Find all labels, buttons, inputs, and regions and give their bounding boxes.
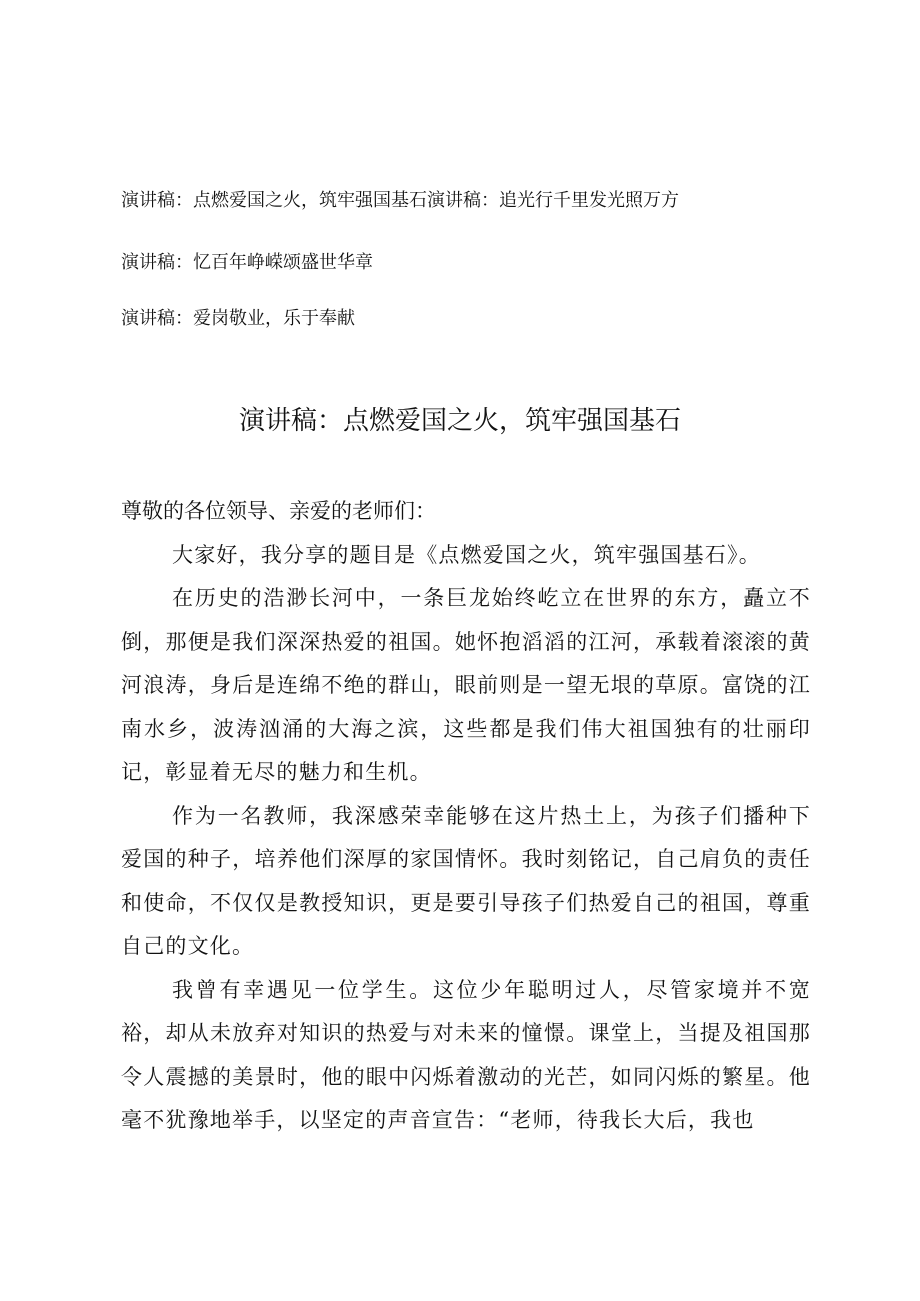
- salutation: 尊敬的各位领导、亲爱的老师们：: [121, 499, 436, 523]
- article-body: [121, 490, 811, 1143]
- article-title: 演讲稿：点燃爱国之火，筑牢强国基石: [238, 406, 681, 436]
- paragraph: 我曾有幸遇见一位学生。这位少年聪明过人，尽管家境并不宽裕，却从未放弃对知识的热爱与对未来的憧憬。课堂上，当提及祖国那令人震撼的美景时，他的眼中闪烁着激动的光芒，如同闪烁的繁星。他毫不犹豫地举手，以坚定的声音宣告：“老师，待我长大后，我也: [121, 977, 811, 1132]
- toc-item: 演讲稿：爱岗敬业，乐于奉献: [121, 308, 355, 329]
- toc-item: 演讲稿：忆百年峥嵘颂盛世华章: [121, 252, 373, 273]
- paragraph: 大家好，我分享的题目是《点燃爱国之火，筑牢强国基石》。: [172, 542, 761, 567]
- paragraph: 作为一名教师，我深感荣幸能够在这片热土上，为孩子们播种下爱国的种子，培养他们深厚的家国情怀。我时刻铭记，自己肩负的责任和使命，不仅仅是教授知识，更是要引导孩子们热爱自己的祖国，尊重自己的文化。: [121, 803, 811, 958]
- toc-item: 演讲稿：点燃爱国之火，筑牢强国基石演讲稿：追光行千里发光照万方: [121, 190, 679, 211]
- paragraph: 在历史的浩渺长河中，一条巨龙始终屹立在世界的东方，矗立不倒，那便是我们深深热爱的祖国。她怀抱滔滔的江河，承载着滚滚的黄河浪涛，身后是连绵不绝的群山，眼前则是一望无垠的草原。富饶的江南水乡，波涛汹涌的大海之滨，这些都是我们伟大祖国独有的壮丽印记，彰显着无尽的魅力和生机。: [121, 586, 811, 784]
